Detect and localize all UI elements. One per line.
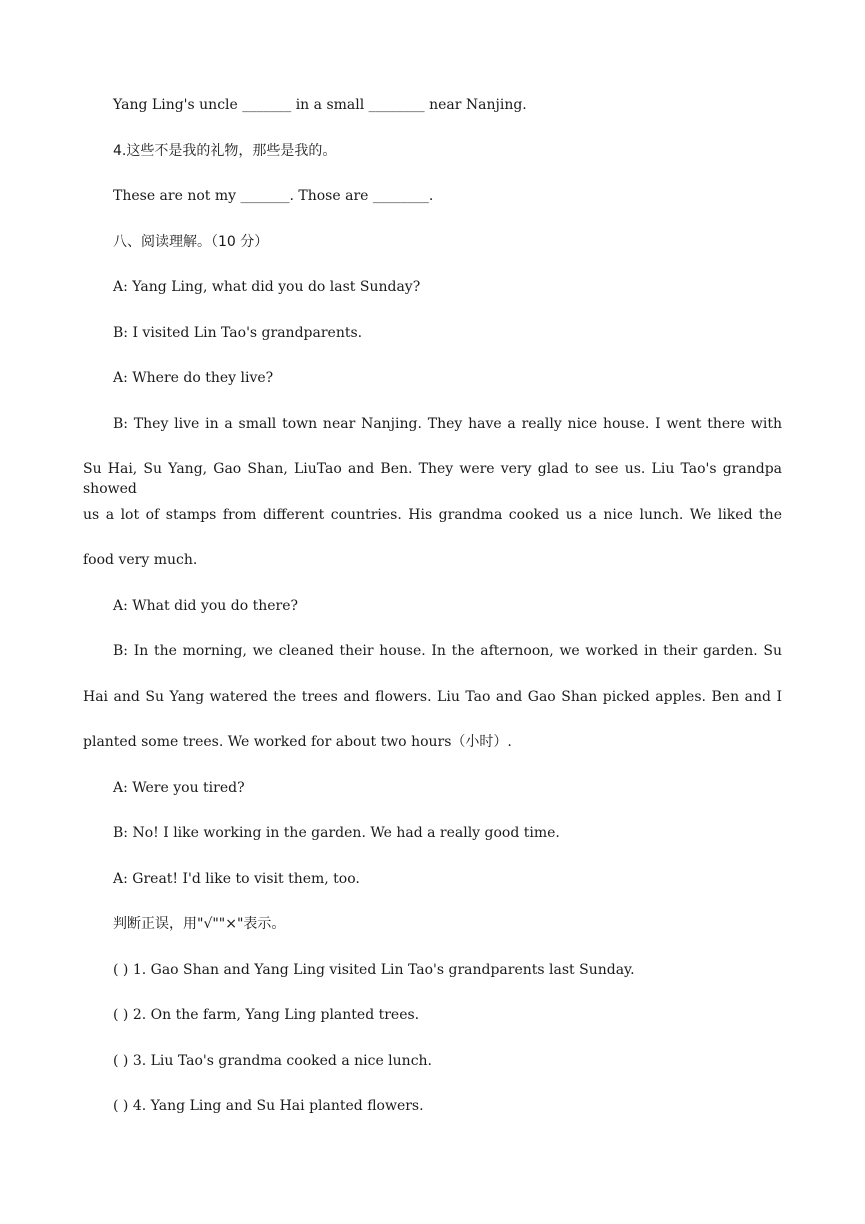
dialogue-line: A: Great! I'd like to visit them, too. <box>113 871 360 887</box>
sentence-4-english: These are not my _______. Those are ________. <box>113 188 434 204</box>
dialogue-paragraph-line: food very much. <box>83 552 198 568</box>
dialogue-paragraph-line: planted some trees. We worked for about two hours（小时）. <box>83 734 512 750</box>
true-false-instruction: 判断正误，用"√""×"表示。 <box>113 916 286 932</box>
dialogue-paragraph-line: Hai and Su Yang watered the trees and flowers. Liu Tao and Gao Shan picked apples. Ben and I <box>83 689 782 705</box>
question-4-chinese: 4.这些不是我的礼物，那些是我的。 <box>113 143 337 159</box>
true-false-item: ( ) 3. Liu Tao's grandma cooked a nice lunch. <box>113 1053 432 1069</box>
dialogue-line: B: I visited Lin Tao's grandparents. <box>113 325 363 341</box>
section-8-heading: 八、阅读理解。（10 分） <box>113 234 269 250</box>
sentence-3-english: Yang Ling's uncle _______ in a small ________ near Nanjing. <box>113 97 527 113</box>
true-false-item: ( ) 2. On the farm, Yang Ling planted trees. <box>113 1007 420 1023</box>
dialogue-paragraph-line: B: They live in a small town near Nanjing. They have a really nice house. I went there with <box>113 416 782 432</box>
dialogue-line: A: Where do they live? <box>113 370 274 386</box>
dialogue-line: A: What did you do there? <box>113 598 299 614</box>
true-false-item: ( ) 1. Gao Shan and Yang Ling visited Lin Tao's grandparents last Sunday. <box>113 962 635 978</box>
true-false-item: ( ) 4. Yang Ling and Su Hai planted flowers. <box>113 1098 424 1114</box>
dialogue-paragraph-line: us a lot of stamps from different countries. His grandma cooked us a nice lunch. We liked the <box>83 507 782 523</box>
dialogue-line: A: Yang Ling, what did you do last Sunday? <box>113 279 421 295</box>
dialogue-line: B: No! I like working in the garden. We had a really good time. <box>113 825 560 841</box>
dialogue-paragraph-line: B: In the morning, we cleaned their house. In the afternoon, we worked in their garden. Su <box>113 643 782 659</box>
dialogue-paragraph-line: Su Hai, Su Yang, Gao Shan, LiuTao and Ben. They were very glad to see us. Liu Tao's grandpa showed <box>83 461 782 497</box>
dialogue-line: A: Were you tired? <box>113 780 245 796</box>
